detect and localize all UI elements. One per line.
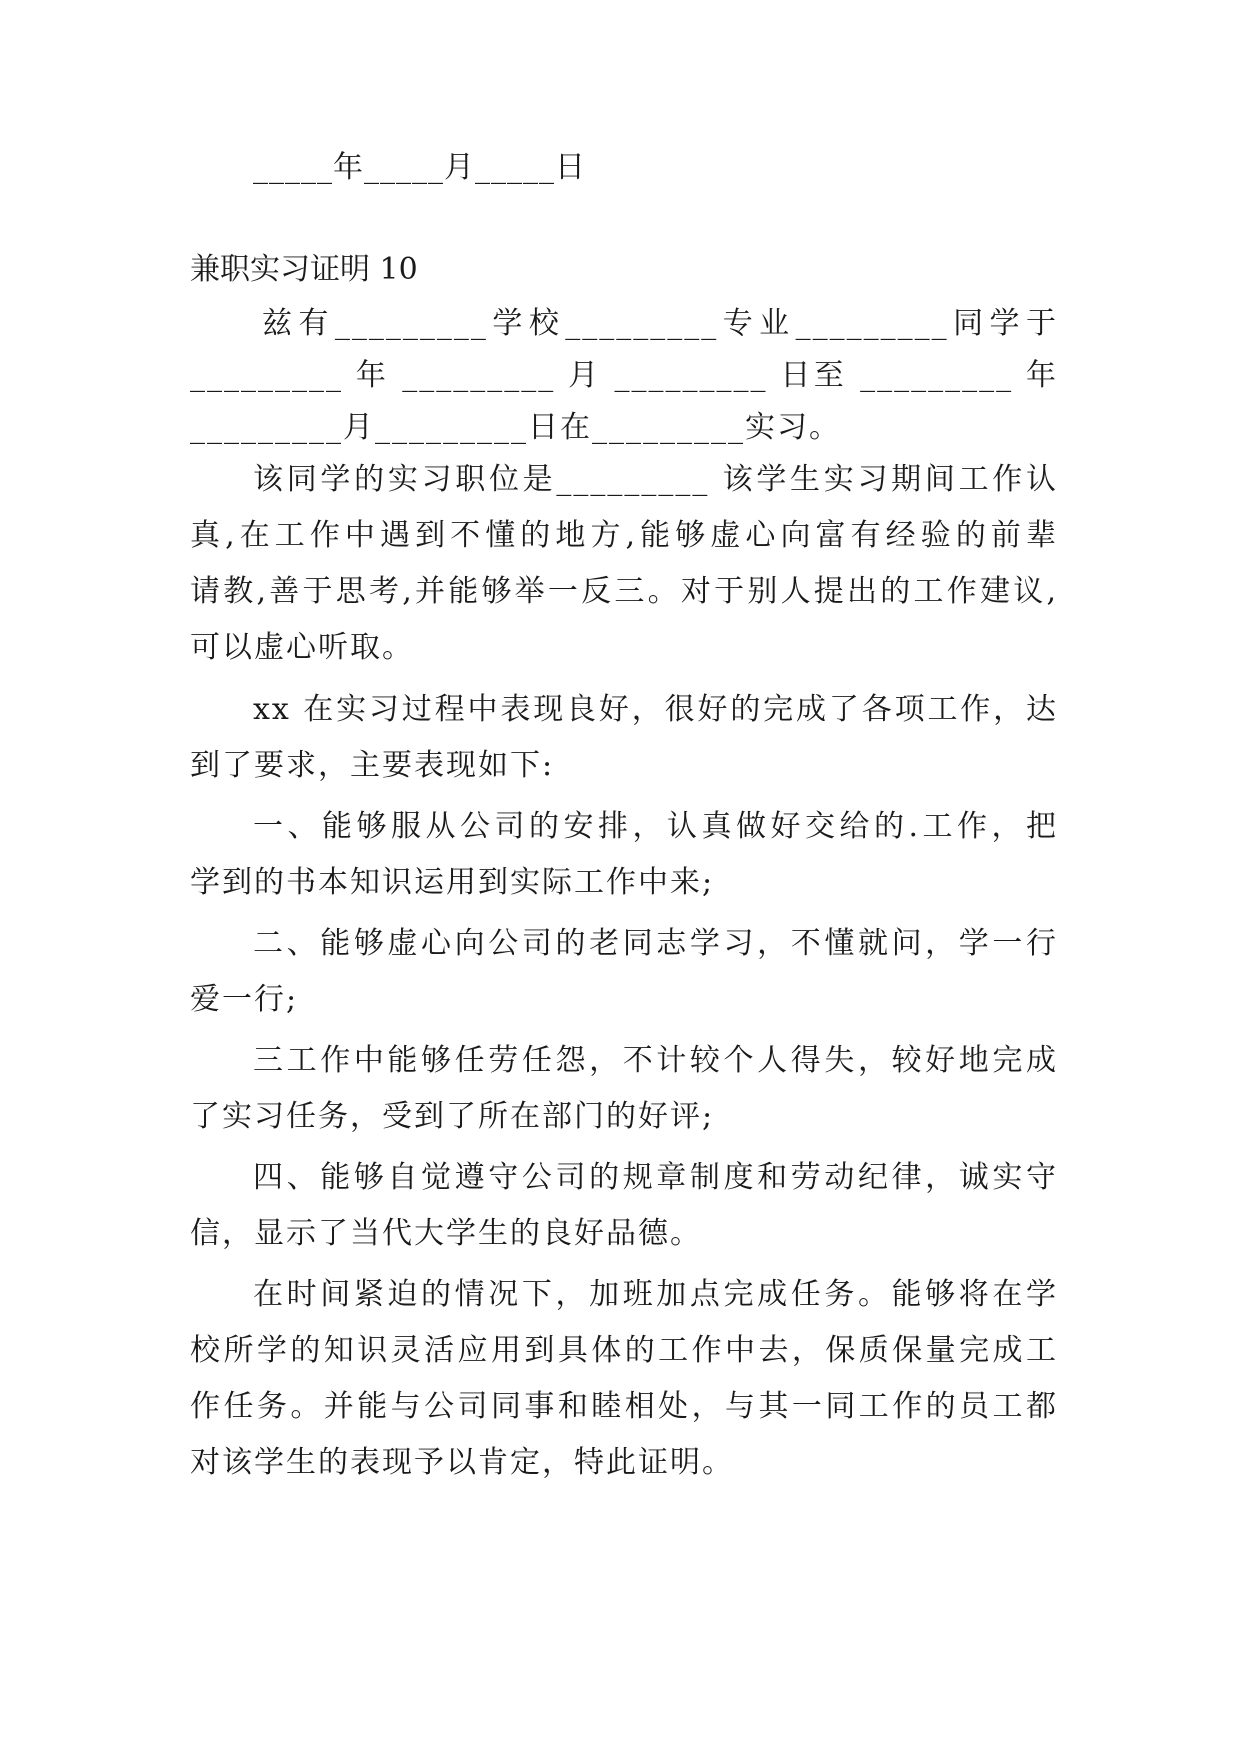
- date-line: _____年_____月_____日: [253, 150, 586, 185]
- body-line: 二、能够虚心向公司的老同志学习，不懂就问，学一行: [253, 926, 1058, 961]
- body-line: 真,在工作中遇到不懂的地方,能够虚心向富有经验的前辈: [190, 518, 1058, 553]
- body-line: xx 在实习过程中表现良好，很好的完成了各项工作，达: [253, 692, 1058, 727]
- body-line: 兹有_________学校_________专业_________同学于: [262, 306, 1058, 341]
- body-line: 请教,善于思考,并能够举一反三。对于别人提出的工作建议,: [190, 574, 1058, 609]
- body-line: _________ 年 _________ 月 _________ 日至 _________ 年: [190, 358, 1058, 393]
- body-line: 作任务。并能与公司同事和睦相处，与其一同工作的员工都: [190, 1389, 1058, 1424]
- body-line: 了实习任务，受到了所在部门的好评;: [190, 1099, 715, 1134]
- body-line: 可以虚心听取。: [190, 630, 414, 665]
- body-line: 校所学的知识灵活应用到具体的工作中去，保质保量完成工: [190, 1333, 1058, 1368]
- body-line: 一、能够服从公司的安排，认真做好交给的.工作，把: [253, 809, 1058, 844]
- body-line: 三工作中能够任劳任怨，不计较个人得失，较好地完成: [253, 1043, 1058, 1078]
- body-line: _________月_________日在_________实习。: [190, 410, 841, 445]
- document-title: 兼职实习证明 10: [190, 252, 418, 287]
- body-line: 对该学生的表现予以肯定，特此证明。: [190, 1445, 734, 1480]
- body-line: 爱一行;: [190, 982, 299, 1017]
- body-line: 信，显示了当代大学生的良好品德。: [190, 1216, 702, 1251]
- body-line: 学到的书本知识运用到实际工作中来;: [190, 865, 715, 900]
- body-line: 到了要求，主要表现如下:: [190, 748, 555, 783]
- body-line: 该同学的实习职位是_________ 该学生实习期间工作认: [253, 462, 1058, 497]
- body-line: 在时间紧迫的情况下，加班加点完成任务。能够将在学: [253, 1277, 1058, 1312]
- body-line: 四、能够自觉遵守公司的规章制度和劳动纪律，诚实守: [253, 1160, 1058, 1195]
